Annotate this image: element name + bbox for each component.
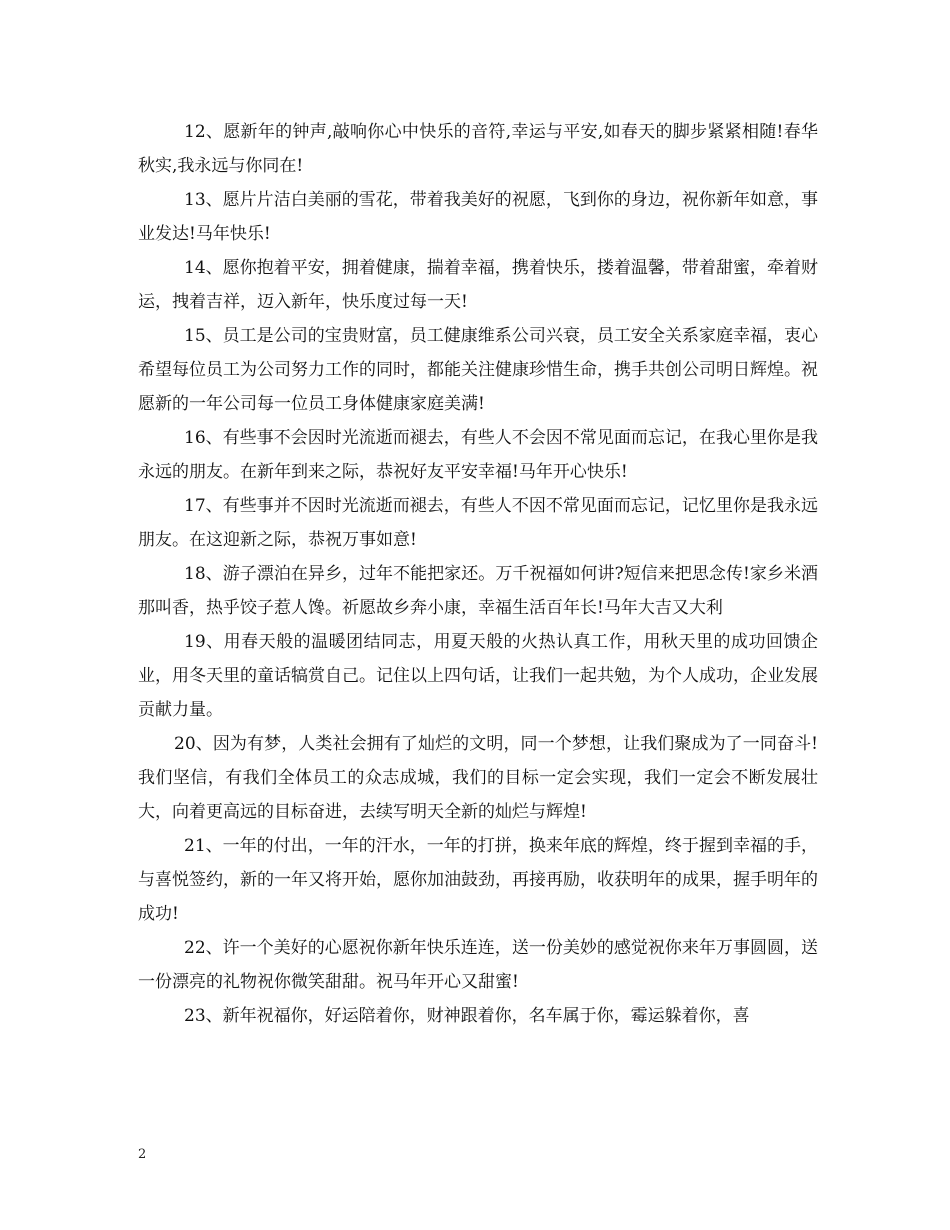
paragraph-17: 17、有些事并不因时光流逝而褪去，有些人不因不常见面而忘记，记忆里你是我永远朋友。在这迎新之际，恭祝万事如意! (138, 496, 818, 550)
paragraph-19: 19、用春天般的温暖团结同志，用夏天般的火热认真工作，用秋天里的成功回馈企业，用冬天里的童话犒赏自己。记住以上四句话，让我们一起共勉，为个人成功，企业发展贡献力量。 (138, 632, 818, 720)
paragraph-20: 20、因为有梦，人类社会拥有了灿烂的文明，同一个梦想，让我们聚成为了一同奋斗!我们坚信，有我们全体员工的众志成城，我们的目标一定会实现，我们一定会不断发展壮大，向着更高远的目标奋进，去续写明天全新的灿烂与辉煌! (138, 734, 818, 822)
page-body (138, 115, 818, 1033)
paragraph-22: 22、许一个美好的心愿祝你新年快乐连连，送一份美妙的感觉祝你来年万事圆圆，送一份漂亮的礼物祝你微笑甜甜。祝马年开心又甜蜜! (138, 938, 818, 992)
page-number: 2 (138, 1147, 147, 1162)
paragraph-21: 21、一年的付出，一年的汗水，一年的打拼，换来年底的辉煌，终于握到幸福的手，与喜悦签约，新的一年又将开始，愿你加油鼓劲，再接再励，收获明年的成果，握手明年的成功! (138, 836, 818, 924)
paragraph-14: 14、愿你抱着平安，拥着健康，揣着幸福，携着快乐，搂着温馨，带着甜蜜，牵着财运，拽着吉祥，迈入新年，快乐度过每一天! (138, 258, 818, 312)
paragraph-16: 16、有些事不会因时光流逝而褪去，有些人不会因不常见面而忘记，在我心里你是我永远的朋友。在新年到来之际，恭祝好友平安幸福!马年开心快乐! (138, 428, 818, 482)
paragraph-23: 23、新年祝福你，好运陪着你，财神跟着你，名车属于你，霉运躲着你，喜 (184, 1006, 750, 1026)
paragraph-15: 15、员工是公司的宝贵财富，员工健康维系公司兴衰，员工安全关系家庭幸福，衷心希望每位员工为公司努力工作的同时，都能关注健康珍惜生命，携手共创公司明日辉煌。祝愿新的一年公司每一位员工身体健康家庭美满! (138, 326, 818, 414)
paragraph-18: 18、游子漂泊在异乡，过年不能把家还。万千祝福如何讲?短信来把思念传!家乡米酒那叫香，热乎饺子惹人馋。祈愿故乡奔小康，幸福生活百年长!马年大吉又大利 (138, 564, 818, 618)
paragraph-13: 13、愿片片洁白美丽的雪花，带着我美好的祝愿，飞到你的身边，祝你新年如意，事业发达!马年快乐! (138, 190, 818, 244)
paragraph-12: 12、愿新年的钟声,敲响你心中快乐的音符,幸运与平安,如春天的脚步紧紧相随!春华秋实,我永远与你同在! (138, 122, 818, 176)
